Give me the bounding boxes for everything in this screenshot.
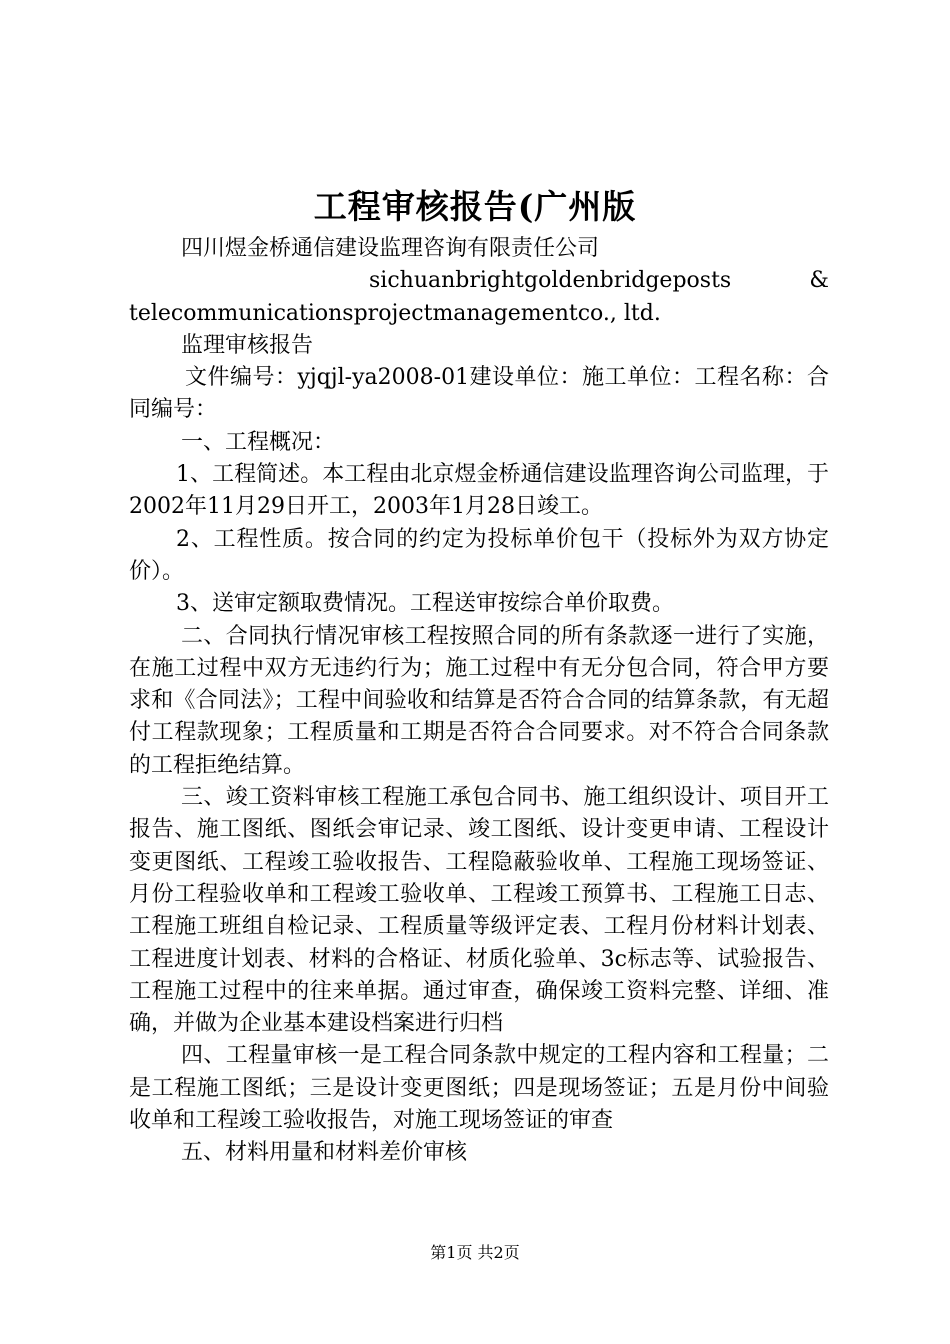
company-name-en-line1: sichuanbrightgoldenbridgeposts & bbox=[369, 268, 829, 294]
section-1-item-3: 3、送审定额取费情况。工程送审按综合单价取费。 bbox=[176, 591, 674, 617]
company-name-cn: 四川煜金桥通信建设监理咨询有限责任公司 bbox=[181, 236, 600, 261]
document-body bbox=[129, 233, 829, 1170]
section-2-paragraph: 二、合同执行情况审核工程按照合同的所有条款逐一进行了实施，在施工过程中双方无违约行为；施工过程中有无分包合同，符合甲方要求和《合同法》；工程中间验收和结算是否符合合同的结算条款，有无超付工程款现象；工程质量和工期是否符合合同要求。对不符合合同条款的工程拒绝结算。 bbox=[129, 623, 829, 778]
page-footer: 第1页 共2页 bbox=[430, 1243, 520, 1262]
document-title: 工程审核报告(广州版 bbox=[313, 187, 637, 226]
section-1-heading: 一、工程概况： bbox=[181, 429, 336, 455]
report-heading: 监理审核报告 bbox=[181, 332, 314, 358]
file-info: 文件编号：yjqjl-ya2008-01建设单位：施工单位：工程名称：合同编号： bbox=[129, 365, 829, 423]
section-1-item-2: 2、工程性质。按合同的约定为投标单价包干（投标外为双方协定价）。 bbox=[129, 526, 829, 584]
section-3-paragraph: 三、竣工资料审核工程施工承包合同书、施工组织设计、项目开工报告、施工图纸、图纸会审记录、竣工图纸、设计变更申请、工程设计变更图纸、工程竣工验收报告、工程隐蔽验收单、工程施工现场签证、月份工程验收单和工程竣工验收单、工程竣工预算书、工程施工日志、工程施工班组自检记录、工程质量等级评定表、工程月份材料计划表、工程进度计划表、材料的合格证、材质化验单、3c标志等、试验报告、工程施工过程中的往来单据。通过审查，确保竣工资料完整、详细、准确，并做为企业基本建设档案进行归档 bbox=[129, 785, 829, 1037]
section-1-item-1: 1、工程简述。本工程由北京煜金桥通信建设监理咨询公司监理，于2002年11月29日开工，2003年1月28日竣工。 bbox=[129, 462, 829, 520]
company-name-en-line2: telecommunicationsprojectmanagementco., ltd. bbox=[129, 300, 661, 326]
section-4-paragraph: 四、工程量审核一是工程合同条款中规定的工程内容和工程量；二是工程施工图纸；三是设计变更图纸；四是现场签证；五是月份中间验收单和工程竣工验收报告，对施工现场签证的审查 bbox=[129, 1043, 829, 1134]
section-5-heading: 五、材料用量和材料差价审核 bbox=[181, 1140, 468, 1166]
